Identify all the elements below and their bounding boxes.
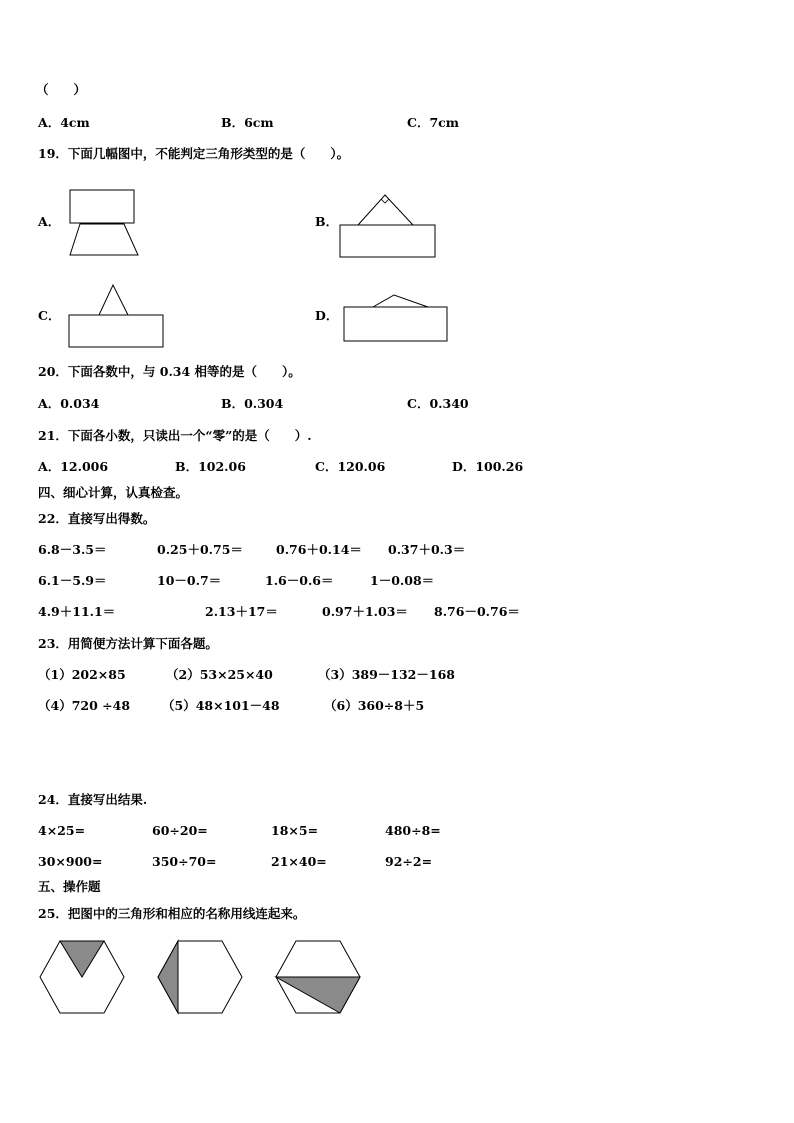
q22-stem: 22．直接写出得数。 (38, 511, 156, 526)
q22-r1-c3: 0.76＋0.14＝ (276, 542, 362, 557)
q19-figure-a (64, 186, 144, 260)
q24-r2-c3: 21×40= (271, 854, 327, 869)
q19-figure-d (340, 292, 450, 344)
q18-option-b: B．6cm (221, 115, 274, 130)
section-5-heading: 五、操作题 (38, 879, 101, 894)
q20-option-a: A．0.034 (38, 396, 100, 411)
q25-triangle-2 (158, 941, 178, 1013)
q24-r2-c2: 350÷70= (152, 854, 217, 869)
q19-label-c: C． (38, 308, 61, 323)
q20-stem: 20．下面各数中，与 0.34 相等的是（ ）。 (38, 364, 301, 379)
q21-option-b: B．102.06 (175, 459, 246, 474)
q20-option-b: B．0.304 (221, 396, 284, 411)
q24-r2-c4: 92÷2= (385, 854, 433, 869)
q23-item-4: （4）720 ÷48 (38, 698, 131, 713)
q24-r1-c2: 60÷20= (152, 823, 208, 838)
q23-item-5: （5）48×101－48 (162, 698, 280, 713)
q23-item-2: （2）53×25×40 (166, 667, 273, 682)
q21-option-c: C．120.06 (315, 459, 386, 474)
q19-figure-b (338, 190, 438, 260)
q23-stem: 23．用简便方法计算下面各题。 (38, 636, 218, 651)
q22-r1-c1: 6.8－3.5＝ (38, 542, 107, 557)
q25-hexagon-2 (156, 939, 244, 1015)
q24-r2-c1: 30×900= (38, 854, 103, 869)
q19-label-b: B． (315, 214, 339, 229)
q19-figure-c (66, 282, 166, 350)
q18-paren: （ ） (36, 82, 87, 97)
q25-stem: 25．把图中的三角形和相应的名称用线连起来。 (38, 906, 306, 921)
q21-option-d: D．100.26 (452, 459, 524, 474)
q18-option-a: A．4cm (38, 115, 90, 130)
q25-hexagon-3 (274, 939, 362, 1015)
q21-stem: 21．下面各小数，只读出一个“零”的是（ ）. (38, 428, 312, 443)
section-4-heading: 四、细心计算，认真检查。 (38, 485, 189, 500)
q23-item-3: （3）389－132－168 (318, 667, 455, 682)
q22-r3-c2: 2.13＋17＝ (205, 604, 278, 619)
q22-r3-c3: 0.97＋1.03＝ (322, 604, 408, 619)
q22-r1-c4: 0.37＋0.3＝ (388, 542, 466, 557)
q24-r1-c4: 480÷8= (385, 823, 441, 838)
q19-label-a: A． (38, 214, 61, 229)
q18-option-c: C．7cm (407, 115, 459, 130)
q24-r1-c1: 4×25= (38, 823, 86, 838)
q23-item-6: （6）360÷8＋5 (324, 698, 425, 713)
q25-hexagon-1 (38, 939, 126, 1015)
q19-stem: 19．下面几幅图中，不能判定三角形类型的是（ ）。 (38, 146, 350, 161)
q22-r2-c4: 1－0.08＝ (370, 573, 435, 588)
q22-r2-c3: 1.6－0.6＝ (265, 573, 334, 588)
q21-option-a: A．12.006 (38, 459, 109, 474)
q24-stem: 24．直接写出结果. (38, 792, 148, 807)
q22-r3-c1: 4.9＋11.1＝ (38, 604, 116, 619)
q20-option-c: C．0.340 (407, 396, 469, 411)
q22-r2-c1: 6.1－5.9＝ (38, 573, 107, 588)
q22-r1-c2: 0.25＋0.75＝ (157, 542, 243, 557)
q23-item-1: （1）202×85 (38, 667, 126, 682)
q19-label-d: D． (315, 308, 339, 323)
q22-r3-c4: 8.76－0.76＝ (434, 604, 520, 619)
q24-r1-c3: 18×5= (271, 823, 319, 838)
q22-r2-c2: 10－0.7＝ (157, 573, 222, 588)
